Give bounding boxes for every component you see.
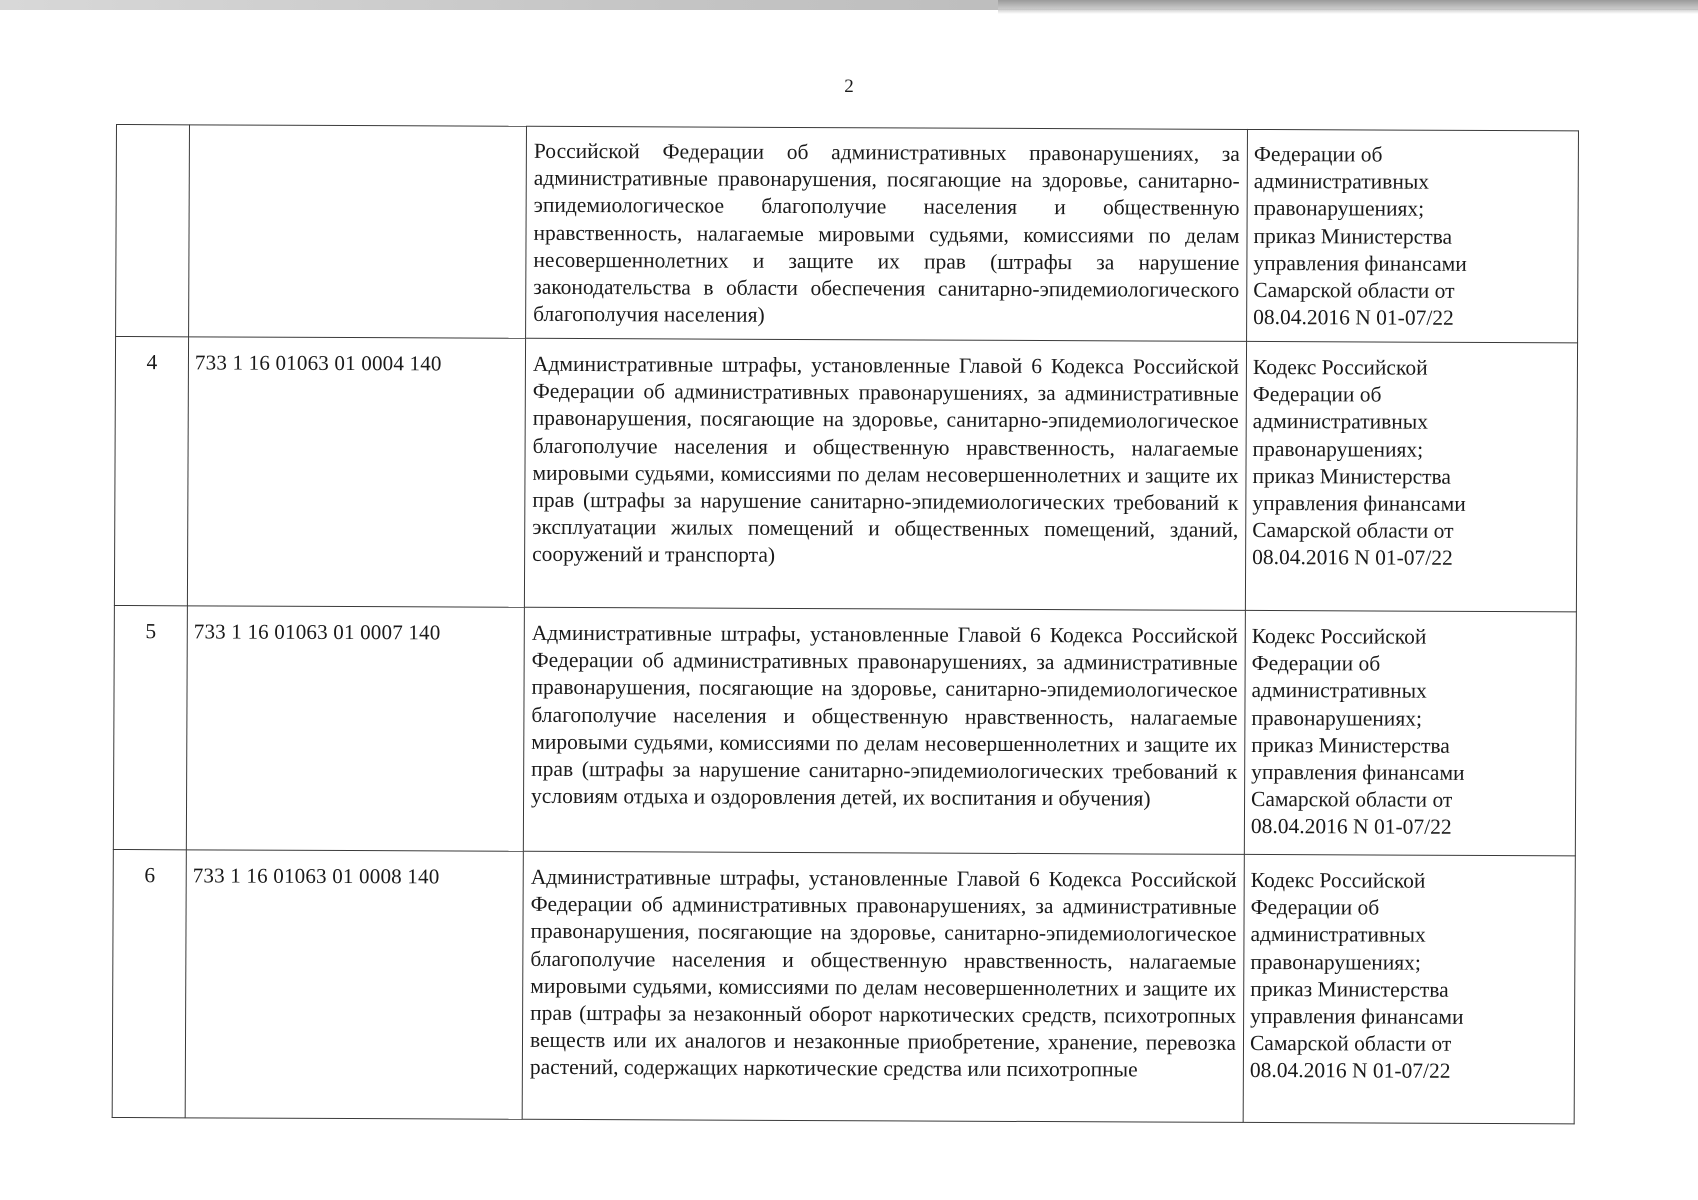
legal-basis-line: административных [1250,922,1426,948]
budget-code-cell: 733 1 16 01063 01 0004 140 [187,337,525,607]
legal-basis-line: Кодекс Российской [1252,354,1428,380]
legal-basis-line: Самарской области от [1249,1031,1452,1057]
legal-basis-line: правонарушениях; [1252,436,1424,462]
legal-basis-line: административных [1252,409,1429,435]
document-table-container [112,124,1578,1124]
table-row [113,605,1576,855]
table-row [114,337,1577,612]
legal-basis-line: приказ Министерства [1250,976,1449,1002]
description-cell: Российской Федерации об административных правонарушениях, за административные правонарушения, посягающие на здоровье, санитарно-эпидемиологическое благополучие населения и общественную нравственность, налагаемые мировыми судьями, комиссиями по делам несовершеннолетних и защите их прав (штрафы за нарушение законодательства в области обеспечения санитарно-эпидемиологического благополучия населения) [526,126,1248,341]
budget-code-cell [189,125,527,338]
budget-code-cell: 733 1 16 01063 01 0008 140 [185,850,523,1119]
legal-basis-line: приказ Министерства [1252,463,1452,489]
legal-basis-line: 08.04.2016 N 01-07/22 [1250,814,1452,840]
legal-basis-line: Самарской области от [1252,518,1454,544]
page-number: 2 [844,76,854,97]
legal-basis-line: 08.04.2016 N 01-07/22 [1252,545,1453,571]
row-number-cell: 4 [114,337,188,606]
row-number-cell: 5 [113,605,187,849]
legal-basis-line: административных [1251,678,1427,704]
legal-basis-line: Кодекс Российской [1251,623,1427,649]
row-number-cell [116,125,190,337]
legal-basis-line: правонарушениях; [1251,705,1423,731]
legal-basis-cell [1243,854,1575,1123]
legal-basis-cell [1244,610,1576,855]
legal-basis-line: Федерации об [1252,382,1382,407]
legal-basis-cell [1245,341,1577,611]
legal-basis-cell [1247,129,1579,342]
legal-basis-line: административных [1253,169,1430,194]
legal-basis-line: приказ Министерства [1253,223,1453,249]
row-number-cell: 6 [112,849,186,1117]
legal-basis-line: правонарушениях; [1253,196,1425,222]
table-row [116,125,1579,343]
description-cell: Административные штрафы, установленные Главой 6 Кодекса Российской Федерации об административных правонарушениях, за административные правонарушения, посягающие на здоровье, санитарно-эпидемиологическое благополучие населения и общественную нравственность, налагаемые мировыми судьями, комиссиями по делам несовершеннолетних и защите их прав (штрафы за нарушение санитарно-эпидемиологических требований к условиям отдыха и оздоровления детей, их воспитания и обучения) [523,607,1245,854]
legal-basis-line: Кодекс Российской [1250,867,1426,893]
legal-basis-line: Федерации об [1251,651,1381,676]
legal-basis-line: 08.04.2016 N 01-07/22 [1249,1058,1451,1084]
legal-basis-line: управления финансами [1250,1003,1464,1029]
legal-basis-line: управления финансами [1252,490,1466,516]
legal-basis-line: управления финансами [1251,759,1465,785]
legal-basis-line: приказ Министерства [1251,732,1450,758]
legal-basis-line: Федерации об [1253,141,1383,167]
legal-basis-line: 08.04.2016 N 01-07/22 [1253,305,1454,331]
description-cell: Административные штрафы, установленные Главой 6 Кодекса Российской Федерации об административных правонарушениях, за административные правонарушения, посягающие на здоровье, санитарно-эпидемиологическое благополучие населения и общественную нравственность, налагаемые мировыми судьями, комиссиями по делам несовершеннолетних и защите их прав (штрафы за незаконный оборот наркотических средств, психотропных веществ или их аналогов и незаконные приобретение, хранение, перевозка растений, содержащих наркотические средства или психотропные [522,851,1244,1122]
legal-basis-line: управления финансами [1253,250,1467,276]
legal-basis-line: Федерации об [1250,895,1380,920]
revenue-codes-table [112,124,1579,1124]
legal-basis-line: Самарской области от [1253,277,1455,303]
legal-basis-line: правонарушениях; [1250,949,1421,975]
legal-basis-line: Самарской области от [1251,787,1453,813]
budget-code-cell: 733 1 16 01063 01 0007 140 [186,606,524,851]
table-row [112,849,1575,1123]
description-cell: Административные штрафы, установленные Главой 6 Кодекса Российской Федерации об административных правонарушениях, за административные правонарушения, посягающие на здоровье, санитарно-эпидемиологическое благополучие населения и общественную нравственность, налагаемые мировыми судьями, комиссиями по делам несовершеннолетних и защите их прав (штрафы за нарушение санитарно-эпидемиологических требований к эксплуатации жилых помещений и общественных помещений, зданий, сооружений и транспорта) [524,338,1246,610]
scan-edge-shadow [0,0,1698,10]
